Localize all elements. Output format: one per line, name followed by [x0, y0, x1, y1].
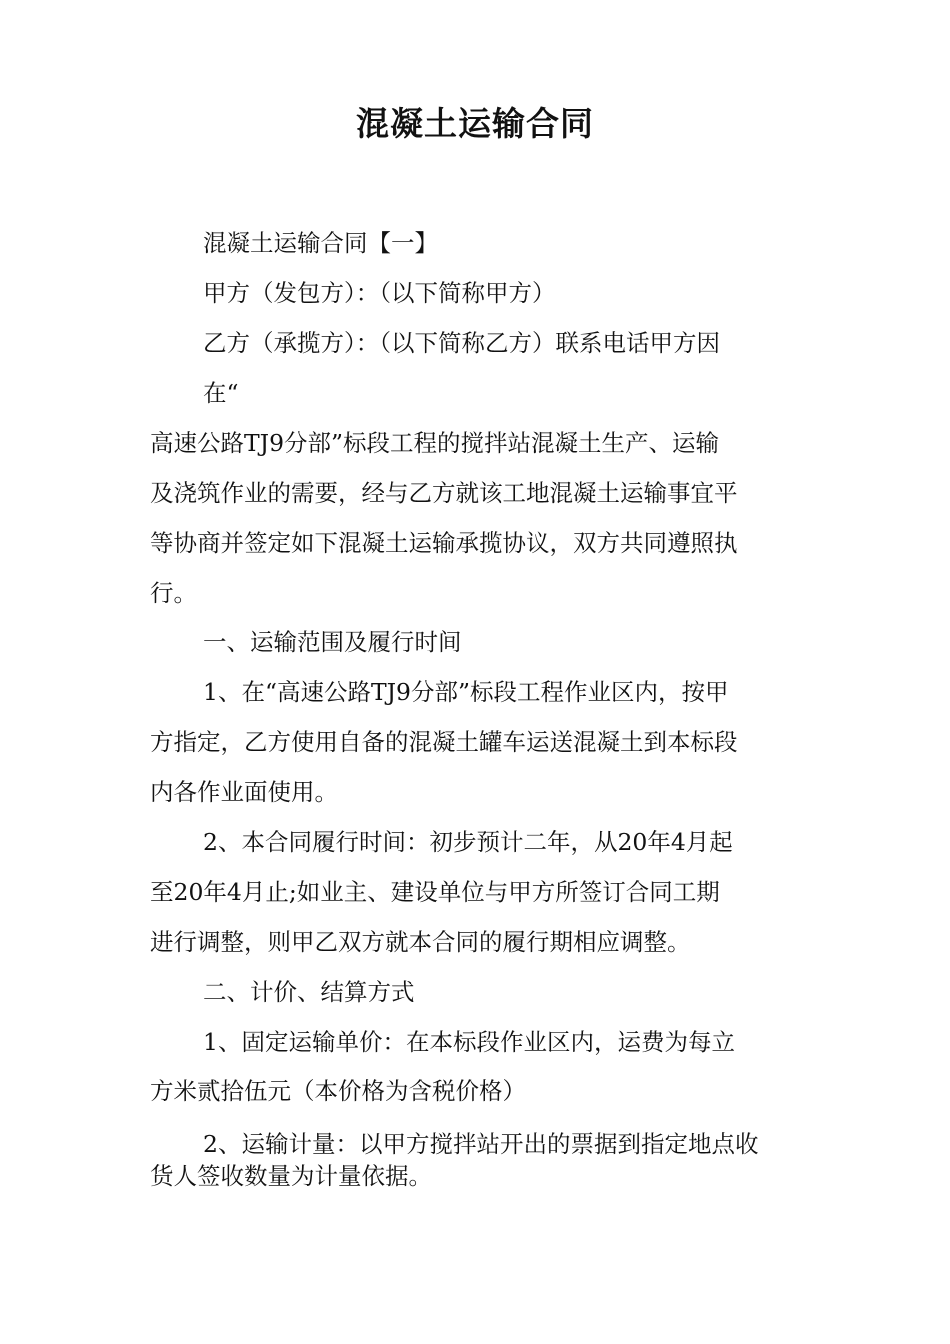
clause-line: 货人签收数量为计量依据。 [150, 1162, 432, 1190]
clause-line: 方指定，乙方使用自备的混凝土罐车运送混凝土到本标段 [150, 728, 738, 756]
paragraph-line: 等协商并签定如下混凝土运输承揽协议，双方共同遵照执 [150, 529, 738, 557]
clause-line: 1、在“高速公路TJ9分部”标段工程作业区内，按甲 [203, 678, 729, 706]
paragraph-line: 行。 [150, 579, 197, 607]
clause-line: 方米贰拾伍元（本价格为含税价格） [150, 1077, 526, 1105]
clause-line: 2、本合同履行时间：初步预计二年，从20年4月起 [203, 828, 733, 856]
paragraph-line: 高速公路TJ9分部”标段工程的搅拌站混凝土生产、运输 [150, 429, 720, 457]
paragraph-line: 在“ [203, 379, 239, 407]
document-title: 混凝土运输合同 [356, 104, 594, 143]
clause-line: 内各作业面使用。 [150, 778, 338, 806]
clause-line: 1、固定运输单价：在本标段作业区内，运费为每立 [203, 1028, 735, 1056]
section-heading: 混凝土运输合同【一】 [203, 229, 438, 257]
paragraph-line: 及浇筑作业的需要，经与乙方就该工地混凝土运输事宜平 [150, 479, 738, 507]
clause-line: 至20年4月止;如业主、建设单位与甲方所签订合同工期 [150, 878, 720, 906]
party-a-line: 甲方（发包方）：（以下简称甲方） [203, 279, 556, 307]
clause-heading: 一、运输范围及履行时间 [203, 628, 462, 656]
clause-heading: 二、计价、结算方式 [203, 978, 415, 1006]
party-b-line: 乙方（承揽方）：（以下简称乙方）联系电话甲方因 [203, 329, 720, 357]
clause-line: 2、运输计量：以甲方搅拌站开出的票据到指定地点收 [203, 1130, 759, 1158]
clause-line: 进行调整，则甲乙双方就本合同的履行期相应调整。 [150, 928, 691, 956]
